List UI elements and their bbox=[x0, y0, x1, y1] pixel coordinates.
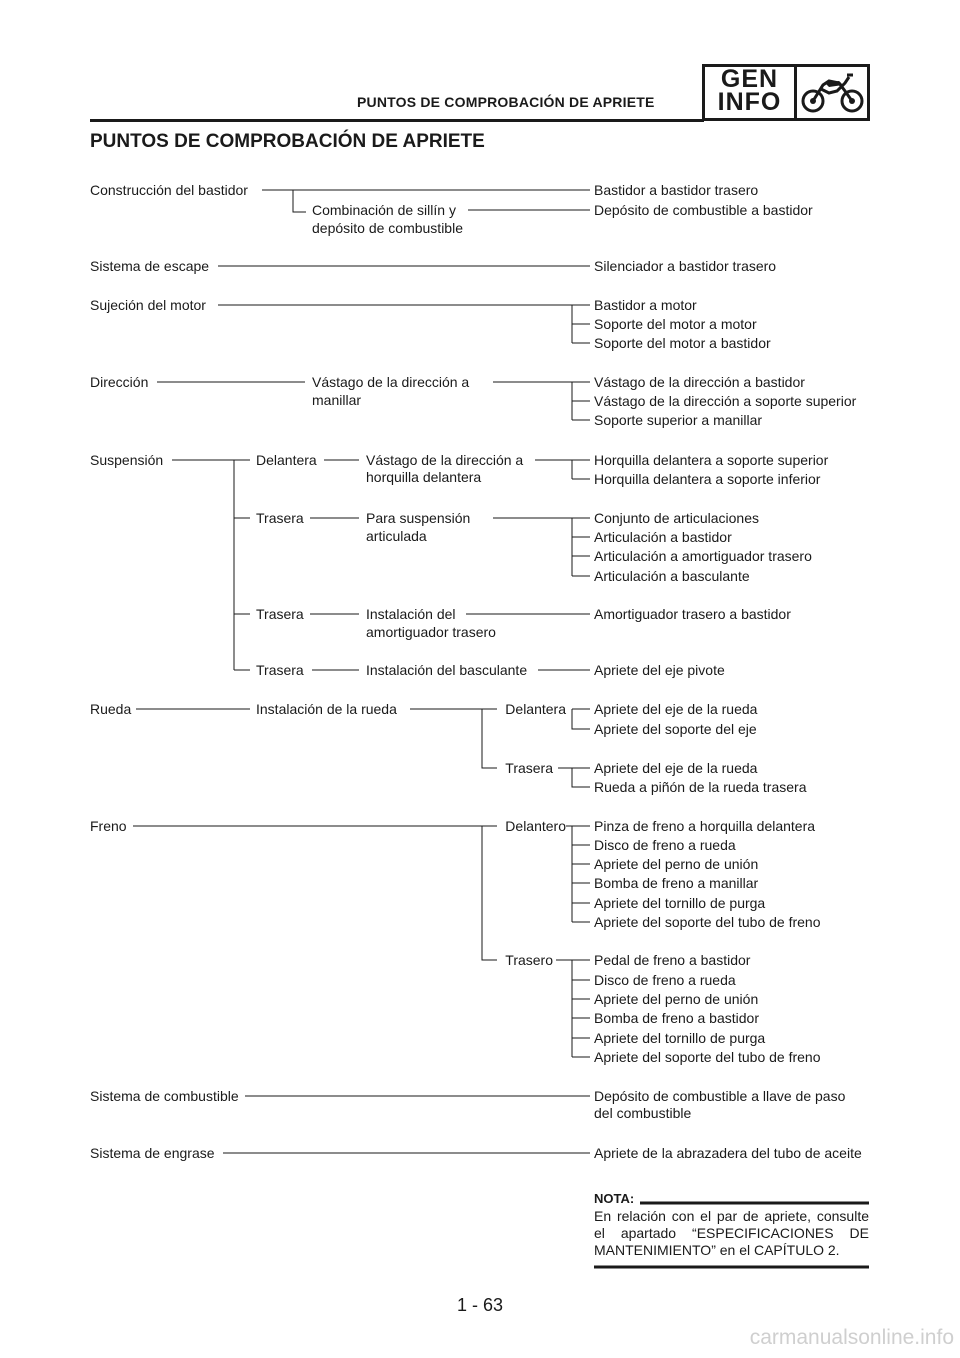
check-item: Horquilla delantera a soporte superior bbox=[594, 452, 829, 468]
check-item: Bastidor a motor bbox=[594, 297, 697, 313]
check-item: Apriete del soporte del eje bbox=[594, 721, 757, 737]
check-item: Articulación a amortiguador trasero bbox=[594, 548, 812, 564]
running-header-title: PUNTOS DE COMPROBACIÓN DE APRIETE bbox=[357, 94, 655, 110]
group-exhaust-label: Sistema de escape bbox=[90, 258, 210, 274]
group-wheel-label: Rueda bbox=[90, 701, 132, 717]
badge-line-gen: GEN bbox=[720, 65, 779, 93]
check-item: Bomba de freno a bastidor bbox=[594, 1010, 759, 1026]
check-item-continuation: del combustible bbox=[594, 1105, 692, 1121]
check-item: Apriete del eje de la rueda bbox=[594, 760, 758, 776]
check-item: Bomba de freno a manillar bbox=[594, 875, 759, 891]
group-engine-label: Sujeción del motor bbox=[90, 297, 206, 313]
check-item: Apriete del tornillo de purga bbox=[594, 1030, 766, 1046]
check-item: Apriete del soporte del tubo de freno bbox=[594, 914, 821, 930]
brake-rear-label: Trasero bbox=[505, 952, 553, 968]
check-item: Silenciador a bastidor trasero bbox=[594, 258, 777, 274]
check-item: Vástago de la dirección a bastidor bbox=[594, 374, 805, 390]
note-text: En relación con el par de apriete, consulte el apartado “ESPECIFICACIONES DE MANTENIMIENTO” en el CAPÍTULO 2. bbox=[594, 1208, 869, 1258]
suspension-rear-swing-sub: Instalación del basculante bbox=[366, 662, 528, 678]
group-suspension-label: Suspensión bbox=[90, 452, 164, 468]
chassis-sub-label: Combinación de sillín y bbox=[312, 202, 456, 218]
steering-sub-label: Vástago de la dirección a bbox=[312, 374, 470, 390]
page-number: 1 - 63 bbox=[456, 1295, 504, 1315]
suspension-rear-link-sub-2: articulada bbox=[366, 528, 427, 544]
suspension-rear-swing-label: Trasera bbox=[256, 662, 304, 678]
chassis-sub-label-2: depósito de combustible bbox=[312, 220, 463, 236]
wheel-front-label: Delantera bbox=[505, 701, 566, 717]
wheel-sub-label: Instalación de la rueda bbox=[256, 701, 397, 717]
check-item: Apriete del tornillo de purga bbox=[594, 895, 766, 911]
group-chassis-label: Construcción del bastidor bbox=[90, 182, 248, 198]
badge-line-info: INFO bbox=[717, 88, 782, 116]
check-item: Apriete del eje pivote bbox=[594, 662, 725, 678]
suspension-rear-shock-label: Trasera bbox=[256, 606, 304, 622]
note-heading: NOTA: bbox=[594, 1191, 635, 1206]
check-item: Depósito de combustible a llave de paso bbox=[594, 1088, 846, 1104]
check-item: Horquilla delantera a soporte inferior bbox=[594, 471, 821, 487]
check-item: Articulación a basculante bbox=[594, 568, 750, 584]
suspension-rear-link-sub: Para suspensión bbox=[366, 510, 471, 526]
check-item: Pedal de freno a bastidor bbox=[594, 952, 751, 968]
suspension-front-label: Delantera bbox=[256, 452, 317, 468]
suspension-front-sub-2: horquilla delantera bbox=[366, 469, 482, 485]
check-item: Apriete del soporte del tubo de freno bbox=[594, 1049, 821, 1065]
group-steering-label: Dirección bbox=[90, 374, 149, 390]
group-oil-label: Sistema de engrase bbox=[90, 1145, 215, 1161]
suspension-rear-shock-sub-2: amortiguador trasero bbox=[366, 624, 496, 640]
check-item: Apriete de la abrazadera del tubo de aceite bbox=[594, 1145, 862, 1161]
check-item: Apriete del perno de unión bbox=[594, 991, 759, 1007]
check-item: Articulación a bastidor bbox=[594, 529, 732, 545]
check-item: Pinza de freno a horquilla delantera bbox=[594, 818, 816, 834]
check-item: Amortiguador trasero a bastidor bbox=[594, 606, 791, 622]
check-item: Soporte del motor a bastidor bbox=[594, 335, 771, 351]
steering-sub-label-2: manillar bbox=[312, 392, 362, 408]
suspension-front-sub: Vástago de la dirección a bbox=[366, 452, 524, 468]
suspension-rear-link-label: Trasera bbox=[256, 510, 304, 526]
check-item: Soporte superior a manillar bbox=[594, 412, 763, 428]
group-fuel-label: Sistema de combustible bbox=[90, 1088, 239, 1104]
check-item: Apriete del perno de unión bbox=[594, 856, 759, 872]
group-brake-label: Freno bbox=[90, 818, 127, 834]
wheel-rear-label: Trasera bbox=[505, 760, 553, 776]
check-item: Disco de freno a rueda bbox=[594, 972, 736, 988]
watermark: carmanualsonline.info bbox=[749, 1326, 954, 1349]
check-item: Depósito de combustible a bastidor bbox=[594, 202, 813, 218]
check-item: Rueda a piñón de la rueda trasera bbox=[594, 779, 807, 795]
brake-front-label: Delantero bbox=[505, 818, 566, 834]
page-title: PUNTOS DE COMPROBACIÓN DE APRIETE bbox=[90, 131, 485, 152]
check-item: Apriete del eje de la rueda bbox=[594, 701, 758, 717]
suspension-rear-shock-sub: Instalación del bbox=[366, 606, 456, 622]
check-item: Conjunto de articulaciones bbox=[594, 510, 759, 526]
check-item: Bastidor a bastidor trasero bbox=[594, 182, 759, 198]
check-item: Disco de freno a rueda bbox=[594, 837, 736, 853]
check-item: Soporte del motor a motor bbox=[594, 316, 757, 332]
check-item: Vástago de la dirección a soporte superior bbox=[594, 393, 857, 409]
